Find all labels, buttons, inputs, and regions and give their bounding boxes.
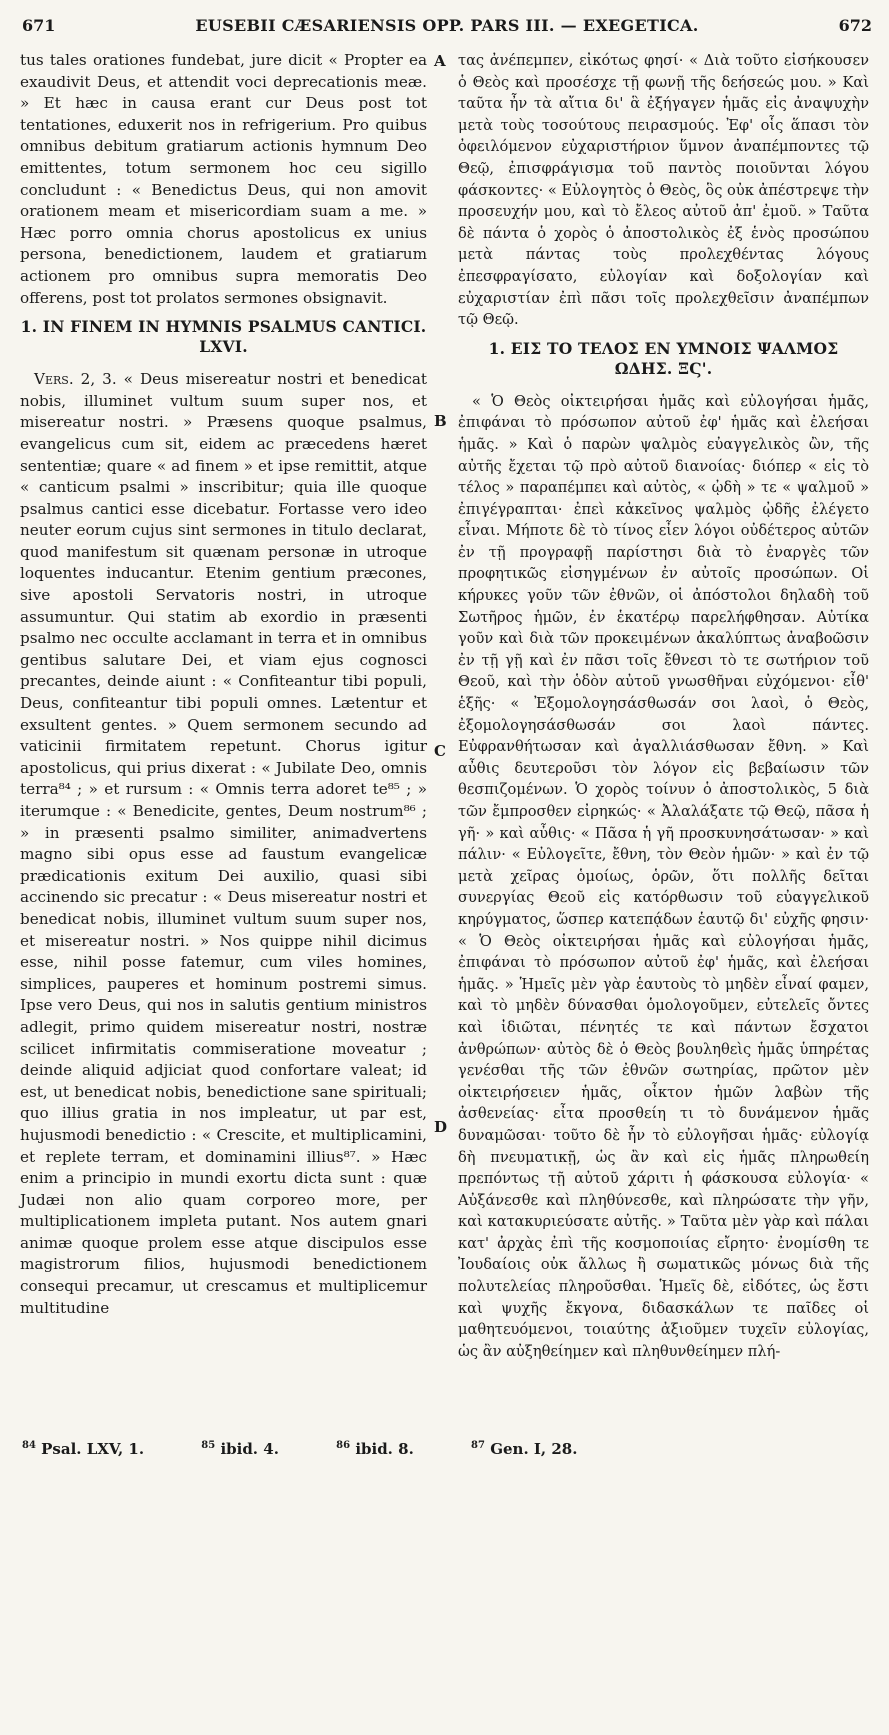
page-number-right: 672 xyxy=(838,16,872,35)
latin-commentary-text: « Deus misereatur nostri et benedicat nobis, illuminet vultum suum super nos, et misereatur nostri. » Præsens quoque psalmus, evangelicus cum sit, eidem ac præcedens hæret sententiæ; quare « ad finem » et ipse remittit, atque « canticum psalmi » inscribitur; quia ille quoque psalmus cantici esse dicebatur. Fortasse vero ideo neuter eorum cujus sint sermones in titulo declarat, quod manifestum sit quænam personæ in utroque loquentes inducantur. Etenim gentium præcones, sive apostoli Servatoris nostri, in utroque assumuntur. Qui statim ab exordio in præsenti psalmo nec occulte acclamant in terra et in omnibus gentibus salutare Dei, et viam ejus cognosci precantes, deinde aiunt : « Confiteantur tibi populi, Deus, confiteantur tibi populi omnes. Lætentur et exsultent gentes. » Quem sermonem secundo ad vaticinii firmitatem repetunt. Chorus igitur apostolicus, qui prius dixerat : « Jubilate Deo, omnis terra⁸⁴ ; » et rursum : « Omnis terra adoret te⁸⁵ ; » iterumque : « Benedicite, gentes, Deum nostrum⁸⁶ ; » in præsenti psalmo similiter, animadvertens magno sibi opus esse ad faustum evangelicæ prædicationis exitum Dei auxilio, quasi sibi accinendo sic precatur : « Deus misereatur nostri et benedicat nobis, illuminet vultum suum super nos, et misereatur nostri. » Nos quippe nihil dicimus esse, nihil posse fatemur, cum viles homines, simplices, pauperes et hominum postremi simus. Ipse vero Deus, qui nos in salutis gentium ministros adlegit, primo quidem misereatur nostri, nostræ scilicet infirmitatis commiseratione moveatur ; deinde aliquid adjiciat quod confortare valeat; id est, ut benedicat nobis, benedictione sane spirituali; quo illius gratia in nos impleatur, ut par est, hujusmodi benedictio : « Crescite, et multiplicamini, et replete terram, et dominamini illius⁸⁷. » Hæc enim a principio in mundi exortu dicta sunt : quæ Judæi non alio quam corporeo more, per multiplicationem impleta putant. Nos autem gnari animæ quoque prolem esse atque discipulos esse magistrorum filios, hujusmodi benedictionem consequi precamur, ut crescamus et multiplicemur multitudine xyxy=(20,370,427,1317)
running-title: EUSEBII CÆSARIENSIS OPP. PARS III. — EXEGETICA. xyxy=(195,16,699,35)
footnotes xyxy=(22,1440,862,1458)
margin-marker-b: B xyxy=(434,412,447,430)
greek-paragraph-intro: τας ἀνέπεμπεν, εἰκότως φησί· « Διὰ τοῦτο εἰσήκουσεν ὁ Θεὸς καὶ προσέσχε τῇ φωνῇ τῆς δεήσεώς μου. » Καὶ ταῦτα ἦν τὰ αἴτια δι' ἃ ἐξήγαγεν ἡμᾶς εἰς ἀναψυχὴν μετὰ τοὺς τοσούτους πειρασμούς. Ἐφ' οἷς ἅπασι τὸν ὀφειλόμενον εὐχαριστήριον ὕμνον ἀναπέμποντες τῷ Θεῷ, ἐπισφράγισμα τοῦ παντὸς ποιοῦνται λόγου φάσκοντες· « Εὐλογητὸς ὁ Θεὸς, ὃς οὐκ ἀπέστρεψε τὴν προσευχήν μου, καὶ τὸ ἔλεος αὐτοῦ ἀπ' ἐμοῦ. » Ταῦτα δὲ πάντα ὁ χορὸς ὁ ἀποστολικὸς ἐξ ἑνὸς προσώπου μετὰ πάντας τοὺς προλεχθέντας λόγους ἐπεσφραγίσατο, εὐλογίαν καὶ δοξολογίαν καὶ εὐχαριστίαν ἐπὶ πᾶσι τοῖς προλεχθεῖσιν ἀναπέμπων τῷ Θεῷ. xyxy=(458,52,869,329)
page-number-left: 671 xyxy=(22,16,56,35)
margin-marker-d: D xyxy=(434,1118,448,1136)
footnote: $^{85}$ ibid. 4. xyxy=(201,1440,279,1458)
footnote: $^{84}$ Psal. LXV, 1. xyxy=(22,1440,145,1458)
greek-column xyxy=(458,50,869,1735)
verse-label: Vers. 2, 3. xyxy=(34,370,117,389)
latin-paragraph-commentary xyxy=(20,369,427,1319)
page-header xyxy=(22,12,872,42)
latin-column xyxy=(20,50,427,1735)
footnote: $^{87}$ Gen. I, 28. xyxy=(471,1440,578,1458)
margin-marker-c: C xyxy=(434,742,446,760)
margin-marker-a: A xyxy=(434,52,446,70)
greek-psalm-heading: 1. ΕΙΣ ΤΟ ΤΕΛΟΣ ΕΝ ΥΜΝΟΙΣ ΨΑΛΜΟΣ ΩΔΗΣ. ΞϚ'. xyxy=(488,338,839,378)
greek-paragraph-commentary: « Ὁ Θεὸς οἰκτειρήσαι ἡμᾶς καὶ εὐλογήσαι ἡμᾶς, ἐπιφάναι τὸ πρόσωπον αὐτοῦ ἐφ' ἡμᾶς καὶ ἐλεήσαι ἡμᾶς. » Καὶ ὁ παρὼν ψαλμὸς εὐαγγελικὸς ὢν, τῆς αὐτῆς ἔχεται τῷ πρὸ αὐτοῦ διανοίας· διόπερ « εἰς τὸ τέλος » παραπέμπει καὶ αὐτὸς, « ᾠδὴ » τε « ψαλμοῦ » ἐπιγέγραπται· ἐπεὶ κἀκεῖνος ψαλμὸς ᾠδῆς ἐλέγετο εἶναι. Μήποτε δὲ τὸ τίνος εἶεν λόγοι οὐδέτερος αὐτῶν ἐν τῇ προγραφῇ παρίστησι διὰ τὸ ἐναργὲς τῶν προφητικῶς εἰσηγμένων ἐν αὐτοῖς προσώπων. Οἱ κήρυκες γοῦν τῶν ἐθνῶν, οἱ ἀπόστολοι δηλαδὴ τοῦ Σωτῆρος ἡμῶν, ἐν ἑκατέρῳ παρελήφθησαν. Αὐτίκα γοῦν καὶ διὰ τῶν προκειμένων ἀκαλύπτως ἀναβοῶσιν ἐν τῇ γῇ καὶ ἐν πᾶσι τοῖς ἔθνεσι τὸ τε σωτήριον τοῦ Θεοῦ, καὶ τὴν ὁδὸν αὐτοῦ γνωσθῆναι εὐχόμενοι· εἶθ' ἑξῆς· « Ἐξομολογησάσθωσάν σοι λαοὶ, ὁ Θεὸς, ἐξομολογησάσθωσάν σοι λαοὶ πάντες. Εὐφρανθήτωσαν καὶ ἀγαλλιάσθωσαν ἔθνη. » Καὶ αὖθις δευτεροῦσι τὸν λόγον εἰς βεβαίωσιν τῶν θεσπιζομένων. Ὁ χορὸς τοίνυν ὁ ἀποστολικὸς, 5 διὰ τῶν ἔμπροσθεν εἰρηκώς· « Ἀλαλάξατε τῷ Θεῷ, πᾶσα ἡ γῆ· » καὶ αὖθις· « Πᾶσα ἡ γῆ προσκυνησάτωσαν· » καὶ πάλιν· « Εὐλογεῖτε, ἔθνη, τὸν Θεὸν ἡμῶν· » καὶ ἐν τῷ μετὰ χεῖρας ὁμοίως, ὁρῶν, ὅτι πολλῆς δεῖται συνεργίας Θεοῦ εἰς κατόρθωσιν τοῦ εὐαγγελικοῦ κηρύγματος, ὥσπερ κατεπᾴδων ἑαυτῷ δι' εὐχῆς φησιν· « Ὁ Θεὸς οἰκτειρήσαι ἡμᾶς καὶ εὐλογήσαι ἡμᾶς, ἐπιφάναι τὸ πρόσωπον αὐτοῦ ἐφ' ἡμᾶς, καὶ ἐλεήσαι ἡμᾶς. » Ἡμεῖς μὲν γὰρ ἑαυτοὺς τὸ μηδὲν εἶναί φαμεν, καὶ τὸ μηδὲν δύνασθαι ὁμολογοῦμεν, εὐτελεῖς ὄντες καὶ ἰδιῶται, πένητές τε καὶ πάντων ἔσχατοι ἀνθρώπων· αὐτὸς δὲ ὁ Θεὸς βουληθεὶς ἡμᾶς ὑπηρέτας γενέσθαι τῆς τῶν ἐθνῶν σωτηρίας, πρῶτον μὲν οἰκτειρήσειεν ἡμᾶς, οἶκτον ἡμῶν λαβὼν τῆς ἀσθενείας· εἶτα προσθείη τι τὸ δυνάμενον ἡμᾶς δυναμῶσαι· τοῦτο δὲ ἦν τὸ εὐλογῆσαι ἡμᾶς· εὐλογίᾳ δὴ πνευματικῇ, ὡς ἂν καὶ εἰς ἡμᾶς πληρωθείη πρεπόντως τῇ αὐτοῦ χάριτι ἡ φάσκουσα εὐλογία· « Αὐξάνεσθε καὶ πληθύνεσθε, καὶ πληρώσατε τὴν γῆν, καὶ κατακυριεύσατε αὐτῆς. » Ταῦτα μὲν γὰρ καὶ πάλαι κατ' ἀρχὰς ἐπὶ τῆς κοσμοποιίας εἴρητο· ἐνομίσθη τε Ἰουδαίοις οὐκ ἄλλως ἢ σωματικῶς μόνως διὰ τῆς πολυτελείας πληροῦσθαι. Ἡμεῖς δὲ, εἰδότες, ὡς ἔστι καὶ ψυχῆς ἔκγονα, διδασκάλων τε παῖδες οἱ μαθητευόμενοι, τοιαύτης ἀξιοῦμεν τυχεῖν εὐλογίας, ὡς ἂν αὐξηθείημεν καὶ πληθυνθείημεν πλή- xyxy=(458,392,869,1360)
latin-psalm-heading: 1. IN FINEM IN HYMNIS PSALMUS CANTICI. LXVI. xyxy=(20,317,427,357)
footnote: $^{86}$ ibid. 8. xyxy=(336,1440,414,1458)
latin-paragraph-intro: tus tales orationes fundebat, jure dicit « Propter ea exaudivit Deus, et attendit voci deprecationis meæ. » Et hæc in causa erant cur Deus post tot tentationes, eduxerit nos in refrigerium. Pro quibus omnibus debitum gratiarum actionis hymnum Deo emittentes, totum sermonem hoc ceu sigillo concludunt : « Benedictus Deus, qui non amovit orationem meam et misericordiam suam a me. » Hæc porro omnia chorus apostolicus ex unius persona, benedictionem, laudem et gratiarum actionem pro omnibus supra memoratis Deo offerens, post tot prolatos sermones obsignavit. xyxy=(20,51,427,307)
